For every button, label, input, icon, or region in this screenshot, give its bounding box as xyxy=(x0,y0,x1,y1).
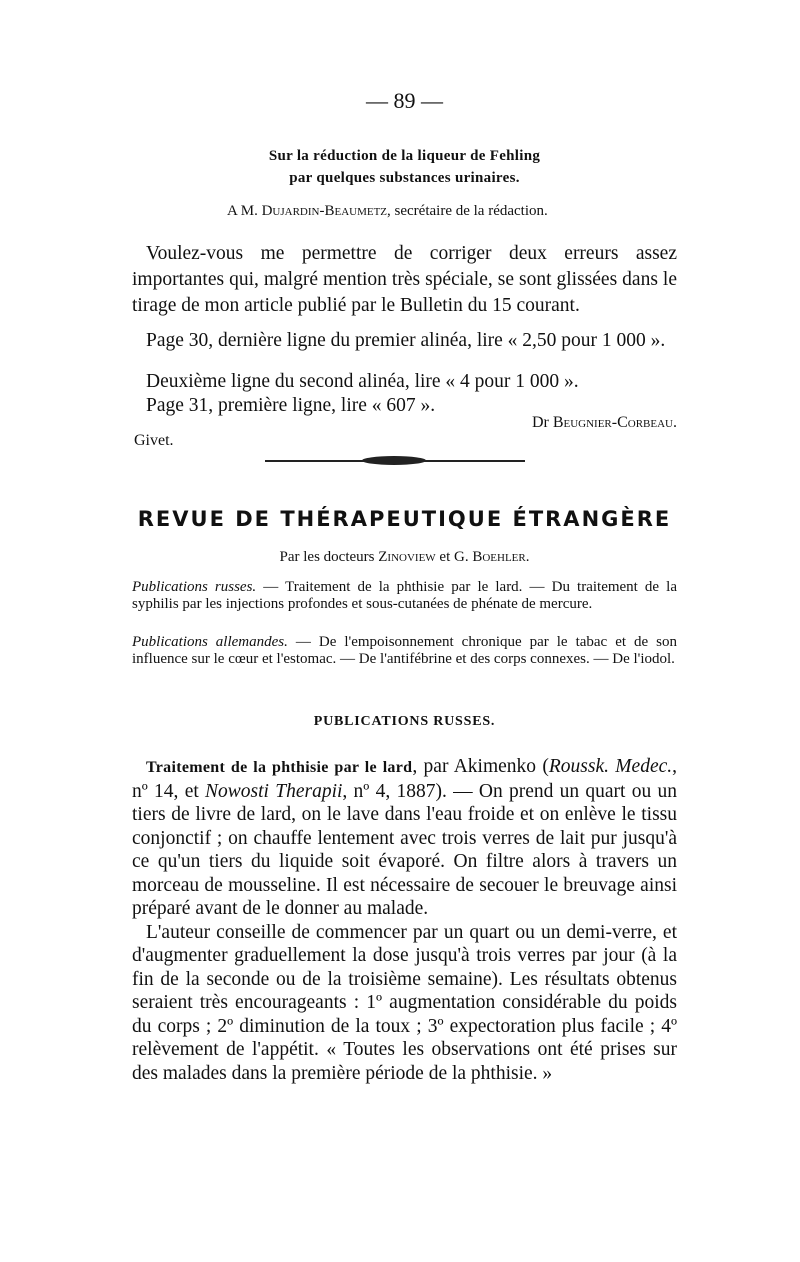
summary-russian-text: — Traitement de la phthisie par le lard. — Du traitement de la syphilis par les injections profondes et sous-cutanées de phénate de mercure. xyxy=(132,579,678,612)
letter-paragraph-1: Voulez-vous me permettre de corriger deux erreurs assez importantes qui, malgré mention très spéciale, se sont glissées dans le tirage de mon article publié par le Bulletin du 15 courant. xyxy=(132,243,677,316)
section-authors xyxy=(132,549,677,566)
reference-journal-2: Nowosti Therapii xyxy=(205,780,343,802)
signature-name: Beugnier-Corbeau. xyxy=(552,414,677,431)
article-title: Traitement de la phthisie par le lard xyxy=(146,759,413,776)
summary-russian xyxy=(132,579,677,613)
summary-russian-label: Publications russes. xyxy=(132,579,257,595)
author-1: Zinoview xyxy=(378,549,436,565)
section-heading: REVUE DE THÉRAPEUTIQUE ÉTRANGÈRE xyxy=(137,507,672,531)
authors-end: . xyxy=(525,549,530,565)
article-paragraph-2: L'auteur conseille de commencer par un quart ou un demi-verre, et d'augmenter graduellement la dose jusqu'à trois verres par jour (à la fin de la seconde ou de la troisième semaine). Les résultats obtenus seraient très encourageants : 1º augmentation considérable du poids du corps ; 2º diminution de la toux ; 3º expectoration plus facile ; 4º relèvement de l'appétit. « Toutes les observations ont été prises sur des malades dans la première période de la phthisie. » xyxy=(132,921,677,1084)
letter-signature xyxy=(532,414,677,432)
article-paragraph-1-text: , nº 4, 1887). — On prend un quart ou un tiers de livre de lard, on le lave dans l'eau froide et on enlève le tissu conjonctif ; on chauffe lentement avec trois verres de lait pur jusqu'à ce qu'un tiers du liquide soit évaporé. On filtre alors à travers un morceau de mousseline. Il est nécessaire de secouer le breuvage ainsi préparé avant de le donner au malade. xyxy=(132,780,677,919)
letter-paragraph-2: Page 30, dernière ligne du premier alinéa, lire « 2,50 pour 1 000 ». xyxy=(146,330,666,351)
article-paragraph-1 xyxy=(132,755,677,921)
addressee-suffix: , secrétaire de la rédaction. xyxy=(387,203,548,219)
page-number: — 89 — xyxy=(366,88,443,113)
signature-prefix: Dr xyxy=(531,414,553,431)
letter-paragraph-4: Page 31, première ligne, lire « 607 ». xyxy=(146,395,436,416)
subsection-heading: PUBLICATIONS RUSSES. xyxy=(313,714,496,729)
authors-mid: et G. xyxy=(435,549,473,565)
summary-german xyxy=(132,634,677,668)
summary-german-label: Publications allemandes. xyxy=(132,634,288,650)
summary-german-text: — De l'empoisonnement chronique par le tabac et de son influence sur le cœur et l'estomac. — De l'antifébrine et des corps connexes. — De l'iodol. xyxy=(132,634,677,667)
letter-title-line1: Sur la réduction de la liqueur de Fehling xyxy=(268,148,541,164)
article-byline: , par Akimenko ( xyxy=(412,756,549,777)
authors-prefix: Par les docteurs xyxy=(279,549,379,565)
author-2: Boehler xyxy=(472,549,526,565)
letter-paragraph-3: Deuxième ligne du second alinéa, lire « 4 pour 1 000 ». xyxy=(146,371,579,392)
addressee-prefix: A M. xyxy=(227,203,262,219)
reference-issue-1: , nº 14, et xyxy=(132,756,678,802)
letter-place: Givet. xyxy=(134,432,174,449)
divider-ornament xyxy=(362,456,426,465)
letter-addressee xyxy=(227,203,548,220)
article-body xyxy=(132,755,677,1085)
addressee-name: Dujardin-Beaumetz xyxy=(261,203,388,219)
letter-title-line2: par quelques substances urinaires. xyxy=(289,170,520,186)
reference-journal-1: Roussk. Medec. xyxy=(548,756,673,777)
letter-title xyxy=(132,145,677,189)
